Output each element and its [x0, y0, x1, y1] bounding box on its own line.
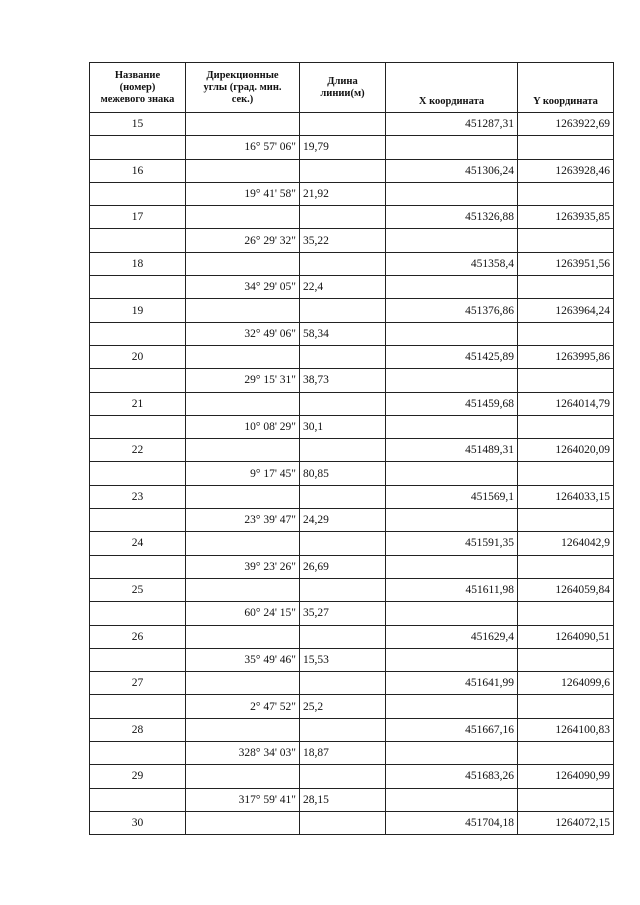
- cell-y-coordinate: [518, 322, 614, 345]
- cell-y-coordinate: [518, 555, 614, 578]
- cell-y-coordinate: 1264014,79: [518, 392, 614, 415]
- cell-y-coordinate: [518, 462, 614, 485]
- table-row-point: [90, 718, 614, 741]
- cell-point-name: [90, 555, 186, 578]
- cell-point-name: 27: [90, 672, 186, 695]
- cell-line-length: [300, 345, 386, 368]
- cell-x-coordinate: [386, 602, 518, 625]
- cell-line-length: 30,1: [300, 415, 386, 438]
- header-point-name: [90, 63, 186, 113]
- header-direction-angles-line: сек.): [231, 93, 254, 105]
- cell-x-coordinate: 451376,86: [386, 299, 518, 322]
- cell-y-coordinate: 1264033,15: [518, 485, 614, 508]
- cell-y-coordinate: 1263935,85: [518, 206, 614, 229]
- cell-y-coordinate: 1264100,83: [518, 718, 614, 741]
- cell-y-coordinate: [518, 415, 614, 438]
- cell-point-name: [90, 276, 186, 299]
- header-line-length-line: Длина: [327, 75, 358, 87]
- table-row-point: [90, 485, 614, 508]
- header-x-coordinate: X координата: [386, 63, 518, 113]
- cell-direction-angle: [186, 206, 300, 229]
- cell-x-coordinate: [386, 369, 518, 392]
- cell-x-coordinate: [386, 742, 518, 765]
- table-row-point: [90, 578, 614, 601]
- cell-x-coordinate: 451358,4: [386, 252, 518, 275]
- cell-direction-angle: 328° 34' 03": [186, 742, 300, 765]
- table-row-point: [90, 625, 614, 648]
- cell-x-coordinate: 451629,4: [386, 625, 518, 648]
- cell-point-name: [90, 602, 186, 625]
- cell-point-name: 26: [90, 625, 186, 648]
- header-y-coordinate: Y координата: [518, 63, 614, 113]
- cell-x-coordinate: 451459,68: [386, 392, 518, 415]
- table-row-line: [90, 182, 614, 205]
- cell-x-coordinate: 451611,98: [386, 578, 518, 601]
- table-row-point: [90, 345, 614, 368]
- cell-line-length: 15,53: [300, 648, 386, 671]
- cell-line-length: 38,73: [300, 369, 386, 392]
- cell-point-name: 20: [90, 345, 186, 368]
- cell-point-name: 18: [90, 252, 186, 275]
- table-row-point: [90, 206, 614, 229]
- cell-y-coordinate: 1264090,99: [518, 765, 614, 788]
- cell-x-coordinate: [386, 322, 518, 345]
- cell-direction-angle: [186, 811, 300, 834]
- cell-x-coordinate: 451591,35: [386, 532, 518, 555]
- cell-x-coordinate: [386, 648, 518, 671]
- cell-point-name: 23: [90, 485, 186, 508]
- cell-point-name: [90, 182, 186, 205]
- cell-y-coordinate: 1264072,15: [518, 811, 614, 834]
- cell-y-coordinate: [518, 695, 614, 718]
- table-row-point: [90, 532, 614, 555]
- cell-y-coordinate: 1264099,6: [518, 672, 614, 695]
- table-row-point: [90, 672, 614, 695]
- cell-line-length: [300, 765, 386, 788]
- header-point-name-line: (номер): [119, 81, 156, 93]
- cell-line-length: [300, 439, 386, 462]
- cell-y-coordinate: [518, 742, 614, 765]
- cell-direction-angle: 10° 08' 29": [186, 415, 300, 438]
- cell-direction-angle: [186, 485, 300, 508]
- cell-y-coordinate: 1263964,24: [518, 299, 614, 322]
- header-direction-angles: [186, 63, 300, 113]
- cell-x-coordinate: 451641,99: [386, 672, 518, 695]
- cell-direction-angle: [186, 252, 300, 275]
- cell-direction-angle: 23° 39' 47": [186, 509, 300, 532]
- cell-x-coordinate: 451704,18: [386, 811, 518, 834]
- cell-point-name: 24: [90, 532, 186, 555]
- table-row-line: [90, 695, 614, 718]
- table-row-point: [90, 811, 614, 834]
- cell-direction-angle: 32° 49' 06": [186, 322, 300, 345]
- cell-direction-angle: [186, 345, 300, 368]
- cell-line-length: [300, 578, 386, 601]
- cell-point-name: 21: [90, 392, 186, 415]
- cell-y-coordinate: 1264059,84: [518, 578, 614, 601]
- cell-x-coordinate: 451489,31: [386, 439, 518, 462]
- cell-direction-angle: [186, 625, 300, 648]
- cell-line-length: 28,15: [300, 788, 386, 811]
- cell-x-coordinate: [386, 509, 518, 532]
- cell-line-length: 35,27: [300, 602, 386, 625]
- cell-y-coordinate: 1263928,46: [518, 159, 614, 182]
- cell-line-length: 26,69: [300, 555, 386, 578]
- cell-x-coordinate: 451326,88: [386, 206, 518, 229]
- cell-direction-angle: 16° 57' 06": [186, 136, 300, 159]
- cell-line-length: [300, 485, 386, 508]
- cell-y-coordinate: 1264042,9: [518, 532, 614, 555]
- table-row-point: [90, 392, 614, 415]
- cell-x-coordinate: [386, 695, 518, 718]
- cell-direction-angle: 60° 24' 15": [186, 602, 300, 625]
- cell-point-name: 25: [90, 578, 186, 601]
- cell-y-coordinate: 1264020,09: [518, 439, 614, 462]
- header-line-length-line: линии(м): [320, 87, 365, 99]
- cell-y-coordinate: [518, 648, 614, 671]
- cell-point-name: [90, 509, 186, 532]
- cell-x-coordinate: [386, 555, 518, 578]
- cell-x-coordinate: 451667,16: [386, 718, 518, 741]
- cell-line-length: 35,22: [300, 229, 386, 252]
- cell-line-length: 21,92: [300, 182, 386, 205]
- table-row-line: [90, 136, 614, 159]
- cell-line-length: 22,4: [300, 276, 386, 299]
- cell-direction-angle: [186, 159, 300, 182]
- cell-direction-angle: [186, 532, 300, 555]
- cell-point-name: 17: [90, 206, 186, 229]
- boundary-coordinates-table: [89, 62, 614, 835]
- cell-point-name: [90, 136, 186, 159]
- cell-line-length: [300, 392, 386, 415]
- table-body: [90, 113, 614, 835]
- cell-direction-angle: 34° 29' 05": [186, 276, 300, 299]
- cell-direction-angle: 317° 59' 41": [186, 788, 300, 811]
- cell-point-name: [90, 788, 186, 811]
- cell-line-length: [300, 625, 386, 648]
- cell-point-name: 28: [90, 718, 186, 741]
- cell-x-coordinate: 451425,89: [386, 345, 518, 368]
- table-row-line: [90, 415, 614, 438]
- header-point-name-line: Название: [114, 69, 161, 81]
- cell-direction-angle: [186, 113, 300, 136]
- cell-direction-angle: [186, 439, 300, 462]
- table-row-line: [90, 276, 614, 299]
- cell-direction-angle: 2° 47' 52": [186, 695, 300, 718]
- cell-line-length: 19,79: [300, 136, 386, 159]
- table-row-line: [90, 369, 614, 392]
- table-row-point: [90, 113, 614, 136]
- cell-x-coordinate: [386, 462, 518, 485]
- cell-direction-angle: 9° 17' 45": [186, 462, 300, 485]
- cell-point-name: 29: [90, 765, 186, 788]
- cell-line-length: 25,2: [300, 695, 386, 718]
- cell-point-name: [90, 648, 186, 671]
- cell-y-coordinate: [518, 229, 614, 252]
- cell-y-coordinate: [518, 509, 614, 532]
- cell-point-name: [90, 742, 186, 765]
- table-row-point: [90, 159, 614, 182]
- cell-direction-angle: 39° 23' 26": [186, 555, 300, 578]
- cell-y-coordinate: 1263922,69: [518, 113, 614, 136]
- cell-y-coordinate: 1263951,56: [518, 252, 614, 275]
- table-row-line: [90, 555, 614, 578]
- cell-point-name: [90, 322, 186, 345]
- cell-direction-angle: 35° 49' 46": [186, 648, 300, 671]
- cell-y-coordinate: [518, 182, 614, 205]
- cell-direction-angle: 19° 41' 58": [186, 182, 300, 205]
- cell-point-name: [90, 415, 186, 438]
- cell-line-length: [300, 811, 386, 834]
- table-row-line: [90, 788, 614, 811]
- cell-point-name: 30: [90, 811, 186, 834]
- cell-y-coordinate: 1263995,86: [518, 345, 614, 368]
- table-row-line: [90, 602, 614, 625]
- cell-direction-angle: [186, 718, 300, 741]
- cell-line-length: [300, 532, 386, 555]
- cell-x-coordinate: [386, 136, 518, 159]
- cell-direction-angle: [186, 578, 300, 601]
- cell-line-length: 80,85: [300, 462, 386, 485]
- cell-line-length: 24,29: [300, 509, 386, 532]
- cell-line-length: [300, 299, 386, 322]
- table-row-line: [90, 742, 614, 765]
- cell-line-length: [300, 113, 386, 136]
- table-row-line: [90, 229, 614, 252]
- table-row-point: [90, 765, 614, 788]
- cell-x-coordinate: [386, 788, 518, 811]
- cell-line-length: [300, 672, 386, 695]
- table-row-point: [90, 252, 614, 275]
- cell-y-coordinate: [518, 136, 614, 159]
- cell-line-length: [300, 206, 386, 229]
- cell-y-coordinate: [518, 369, 614, 392]
- cell-direction-angle: [186, 299, 300, 322]
- cell-x-coordinate: [386, 182, 518, 205]
- header-line-length: [300, 63, 386, 113]
- cell-point-name: [90, 695, 186, 718]
- cell-point-name: [90, 462, 186, 485]
- cell-y-coordinate: [518, 788, 614, 811]
- table-row-line: [90, 509, 614, 532]
- cell-direction-angle: [186, 672, 300, 695]
- cell-line-length: 58,34: [300, 322, 386, 345]
- cell-point-name: 15: [90, 113, 186, 136]
- cell-x-coordinate: 451683,26: [386, 765, 518, 788]
- cell-x-coordinate: 451569,1: [386, 485, 518, 508]
- cell-direction-angle: 29° 15' 31": [186, 369, 300, 392]
- cell-direction-angle: [186, 392, 300, 415]
- cell-x-coordinate: [386, 276, 518, 299]
- cell-x-coordinate: [386, 229, 518, 252]
- table-header-row: [90, 63, 614, 113]
- table-row-line: [90, 462, 614, 485]
- cell-x-coordinate: 451287,31: [386, 113, 518, 136]
- cell-x-coordinate: 451306,24: [386, 159, 518, 182]
- cell-point-name: 22: [90, 439, 186, 462]
- cell-point-name: 19: [90, 299, 186, 322]
- cell-point-name: [90, 369, 186, 392]
- header-point-name-line: межевого знака: [100, 93, 175, 105]
- header-direction-angles-line: Дирекционные: [206, 69, 279, 81]
- table-row-point: [90, 439, 614, 462]
- table-row-line: [90, 322, 614, 345]
- cell-y-coordinate: 1264090,51: [518, 625, 614, 648]
- cell-line-length: [300, 252, 386, 275]
- cell-y-coordinate: [518, 602, 614, 625]
- cell-x-coordinate: [386, 415, 518, 438]
- cell-point-name: [90, 229, 186, 252]
- cell-y-coordinate: [518, 276, 614, 299]
- table-row-line: [90, 648, 614, 671]
- header-direction-angles-line: углы (град. мин.: [203, 81, 282, 93]
- cell-line-length: [300, 159, 386, 182]
- cell-line-length: 18,87: [300, 742, 386, 765]
- cell-line-length: [300, 718, 386, 741]
- cell-direction-angle: 26° 29' 32": [186, 229, 300, 252]
- cell-point-name: 16: [90, 159, 186, 182]
- cell-direction-angle: [186, 765, 300, 788]
- table-row-point: [90, 299, 614, 322]
